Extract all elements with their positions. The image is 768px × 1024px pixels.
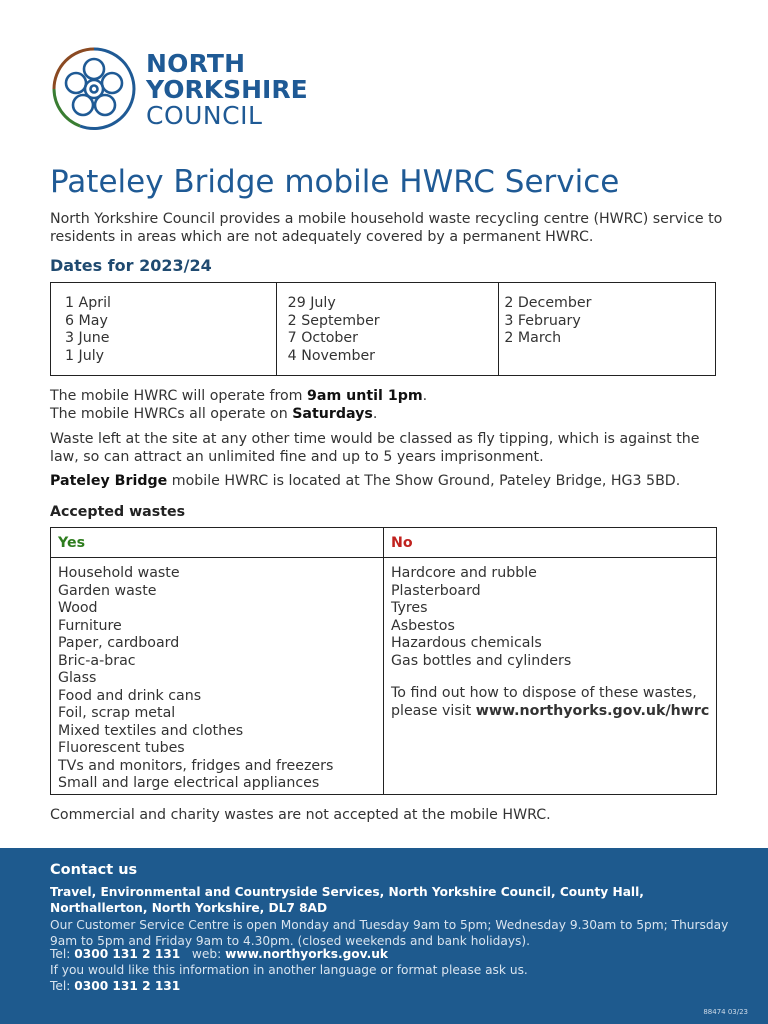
logo-wordmark [146,51,308,129]
list-item: Small and large electrical appliances [58,775,320,791]
date-item: 7 October [287,330,358,346]
phone-number[interactable]: 0300 131 2 131 [74,979,181,993]
wastes-table-header [51,528,716,558]
dispose-text: To find out how to dispose of these wastes, please visit [391,685,697,719]
logo-line-1: NORTH [146,49,246,78]
date-item: 6 May [65,312,108,329]
list-item: Foil, scrap metal [58,705,176,721]
list-item: Household waste [58,565,180,581]
list-item: Plasterboard [391,582,481,599]
days-prefix: The mobile HWRCs all operate on [50,406,293,422]
contact-heading: Contact us [50,862,138,878]
not-accepted-list [384,558,716,794]
date-item: 1 April [65,295,111,311]
days-suffix: . [372,406,378,422]
dates-heading: Dates for 2023/24 [50,256,212,275]
location-details: mobile HWRC is located at The Show Ground, Pateley Bridge, HG3 5BD. [167,473,681,489]
dates-column [498,283,715,375]
location-name: Pateley Bridge [50,473,168,489]
dates-column [51,283,276,375]
date-item: 4 November [287,347,376,364]
page-title: Pateley Bridge mobile HWRC Service [50,164,620,200]
location-paragraph [50,472,730,490]
wastes-table [50,527,717,795]
list-item: Mixed textiles and clothes [58,722,244,739]
date-item: 29 July [287,295,336,311]
no-column-header: No [391,535,413,551]
hours-prefix: The mobile HWRC will operate from [50,388,307,404]
contact-footer [0,848,768,1024]
contact-phone-web [50,946,730,962]
yes-column-header: Yes [51,528,384,557]
website-link[interactable]: www.northyorks.gov.uk [225,947,389,961]
date-item: 2 September [287,312,380,329]
fly-tipping-warning: Waste left at the site at any other time would be classed as fly tipping, which is against the law, so can attract an unlimited fine and up to 5 years imprisonment. [50,431,700,465]
date-item: 1 July [65,347,105,364]
date-item: 2 December [504,295,592,311]
list-item: Hardcore and rubble [391,565,537,581]
other-language-note: If you would like this information in another language or format please ask us. [50,963,528,977]
list-item: Garden waste [58,582,157,599]
hours-time: 9am until 1pm [307,388,423,404]
date-item: 3 June [65,330,110,346]
list-item: Gas bottles and cylinders [391,652,572,669]
contact-address: Travel, Environmental and Countryside Services, North Yorkshire Council, County Hall, Northallerton, North Yorkshire, DL7 8AD [50,885,644,915]
logo-line-2: YORKSHIRE [146,75,308,104]
list-item: Paper, cardboard [58,635,180,651]
date-item: 3 February [504,312,581,329]
list-item: Glass [58,670,97,686]
phone-number[interactable]: 0300 131 2 131 [74,947,181,961]
list-item: Wood [58,600,98,616]
operating-hours [50,387,730,423]
list-item: Hazardous chemicals [391,635,542,651]
list-item: Furniture [58,617,122,634]
hwrc-link[interactable]: www.northyorks.gov.uk/hwrc [475,702,710,719]
intro-paragraph: North Yorkshire Council provides a mobile household waste recycling centre (HWRC) service to residents in areas which are not adequately covered by a permanent HWRC. [50,211,723,245]
document-code: 88474 03/23 [703,1008,748,1016]
accepted-wastes-heading: Accepted wastes [50,504,186,520]
wastes-table-body [51,558,716,794]
operating-days: Saturdays [292,406,373,422]
hours-suffix: . [422,388,428,404]
opening-hours: Our Customer Service Centre is open Monday and Tuesday 9am to 5pm; Wednesday 9.30am to 5pm; Thursday 9am to 5pm and Friday 9am to 4.30pm. (closed weekends and bank holidays). [50,918,729,948]
list-item: Tyres [391,600,428,616]
accepted-list [51,558,384,794]
list-item: Bric-a-brac [58,652,136,669]
list-item: Food and drink cans [58,687,202,704]
commercial-note: Commercial and charity wastes are not accepted at the mobile HWRC. [50,807,551,823]
tel-label: Tel: [50,947,75,961]
logo-line-3: COUNCIL [146,101,263,130]
tel-label: Tel: [50,979,75,993]
dates-table [50,282,716,376]
list-item: TVs and monitors, fridges and freezers [58,757,334,774]
yorkshire-rose-icon [50,45,138,133]
list-item: Asbestos [391,617,455,634]
list-item: Fluorescent tubes [58,740,185,756]
council-logo [50,45,320,135]
web-label: web: [180,947,226,961]
dates-column [276,283,499,375]
contact-phone-2 [50,978,730,994]
date-item: 2 March [504,330,562,346]
